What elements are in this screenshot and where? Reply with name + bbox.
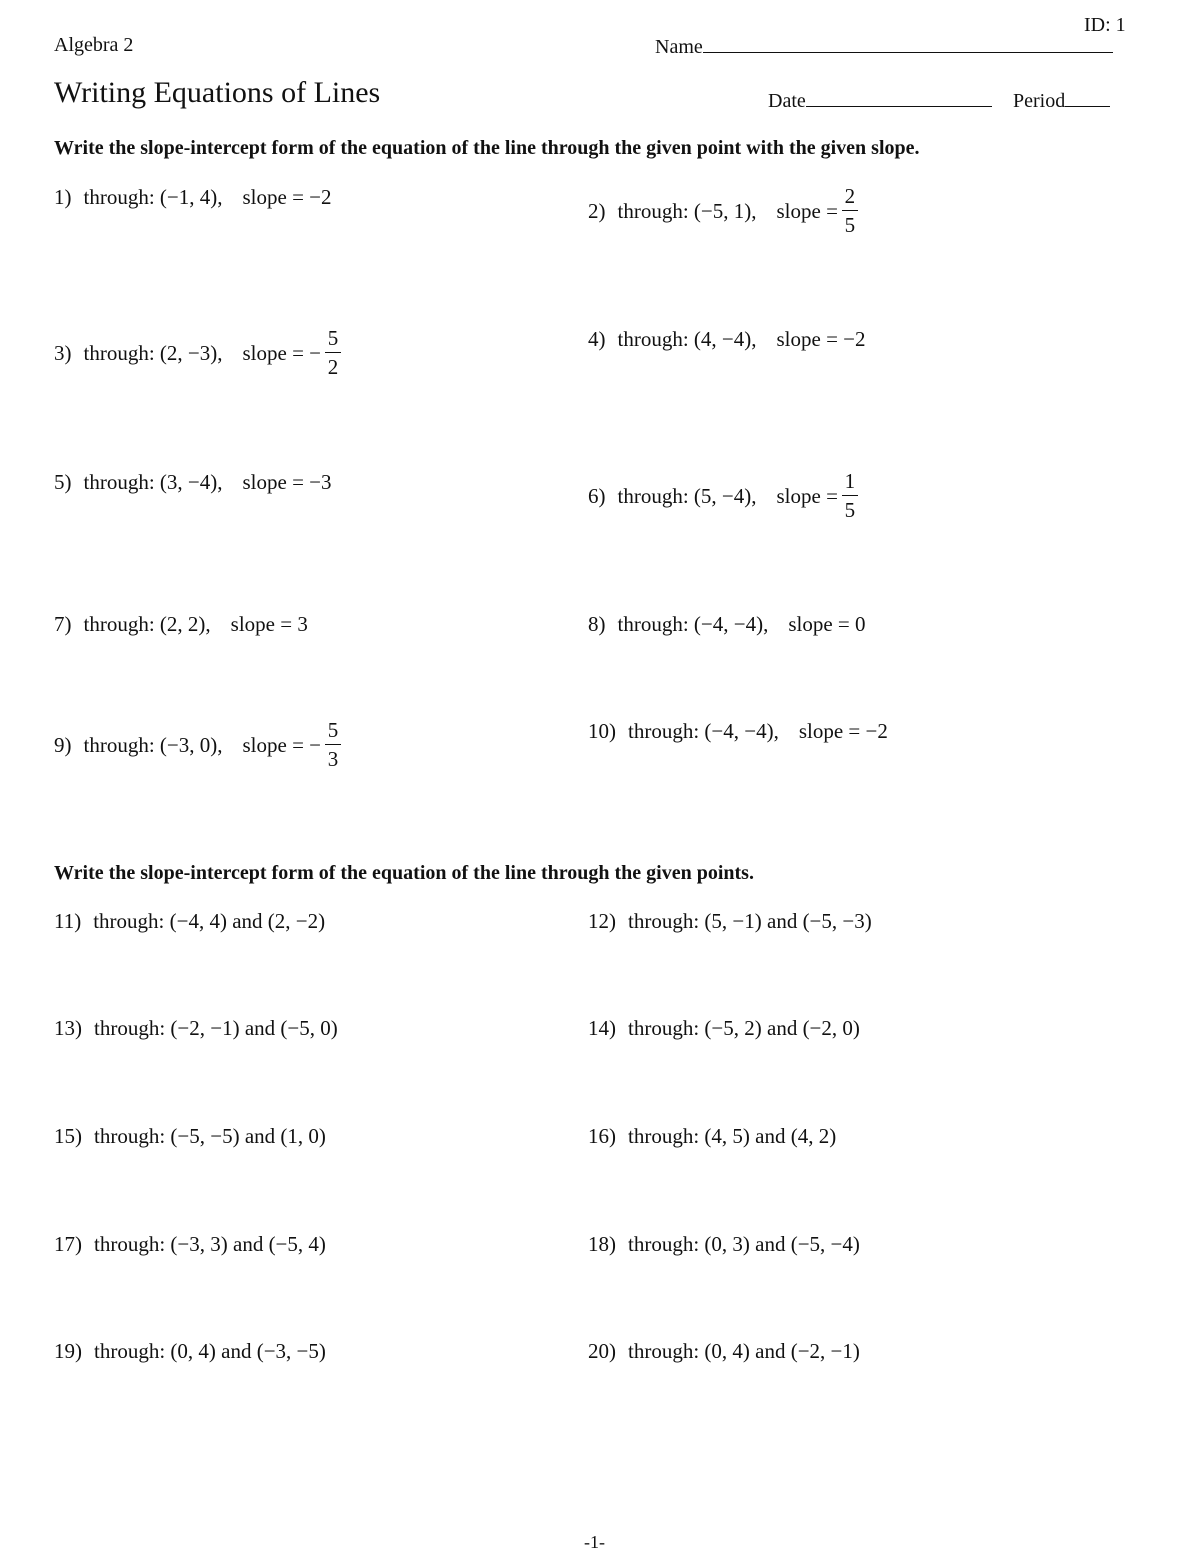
- problem-number: 14): [588, 1016, 616, 1040]
- problem-number: 3): [54, 340, 72, 365]
- problem-through: through: (−1, 4),: [83, 185, 223, 209]
- slope-fraction: [842, 471, 858, 521]
- problem-number: 15): [54, 1124, 82, 1148]
- page-number: -1-: [584, 1532, 605, 1552]
- problem-14: [588, 1016, 860, 1041]
- section1-instruction: Write the slope-intercept form of the equation of the line through the given point with the given slope.: [54, 137, 920, 159]
- date-label: Date: [768, 90, 806, 112]
- problem-2: [588, 186, 858, 236]
- problem-slope: slope = −2: [798, 719, 888, 743]
- problem-1: [54, 185, 332, 210]
- problem-slope: slope =: [776, 198, 838, 223]
- problem-number: 6): [588, 483, 606, 508]
- problem-15: [54, 1124, 326, 1149]
- worksheet-id: ID: 1: [1084, 14, 1126, 36]
- problem-number: 16): [588, 1124, 616, 1148]
- problem-6: [588, 471, 858, 521]
- period-blank-line: [1065, 88, 1110, 107]
- problem-number: 17): [54, 1232, 82, 1256]
- problem-through: through: (5, −4),: [617, 483, 757, 508]
- problem-points: through: (0, 3) and (−5, −4): [628, 1232, 860, 1256]
- period-label: Period: [1013, 90, 1066, 112]
- problem-points: through: (5, −1) and (−5, −3): [628, 909, 872, 933]
- problem-number: 1): [54, 185, 72, 209]
- problem-number: 11): [54, 909, 82, 933]
- problem-points: through: (−3, 3) and (−5, 4): [94, 1232, 326, 1256]
- problem-18: [588, 1232, 860, 1257]
- problem-number: 9): [54, 732, 72, 757]
- fraction-denominator: 5: [844, 213, 856, 237]
- problem-number: 12): [588, 909, 616, 933]
- problem-through: through: (−3, 0),: [83, 732, 223, 757]
- problem-points: through: (−2, −1) and (−5, 0): [94, 1016, 338, 1040]
- problem-through: through: (2, 2),: [83, 612, 211, 636]
- problem-8: [588, 612, 866, 637]
- problem-19: [54, 1339, 326, 1364]
- problem-through: through: (3, −4),: [83, 470, 223, 494]
- problem-number: 2): [588, 198, 606, 223]
- problem-points: through: (4, 5) and (4, 2): [628, 1124, 837, 1148]
- problem-slope: slope = −2: [776, 327, 866, 351]
- course-name: Algebra 2: [54, 34, 134, 56]
- fraction-numerator: 2: [844, 184, 856, 208]
- problem-number: 19): [54, 1339, 82, 1363]
- fraction-numerator: 5: [327, 326, 339, 350]
- slope-fraction: [842, 186, 858, 236]
- problem-slope: slope = 0: [788, 612, 866, 636]
- fraction-denominator: 5: [844, 498, 856, 522]
- problem-number: 7): [54, 612, 72, 636]
- section2-instruction: Write the slope-intercept form of the equation of the line through the given points.: [54, 862, 754, 884]
- problem-through: through: (4, −4),: [617, 327, 757, 351]
- problem-13: [54, 1016, 338, 1041]
- slope-fraction: [325, 720, 341, 770]
- fraction-numerator: 5: [327, 718, 339, 742]
- problem-number: 13): [54, 1016, 82, 1040]
- problem-10: [588, 719, 888, 744]
- problem-9: [54, 720, 341, 770]
- problem-slope: slope =: [776, 483, 838, 508]
- name-field[interactable]: [655, 34, 1113, 59]
- period-field[interactable]: [1013, 88, 1110, 113]
- problem-points: through: (0, 4) and (−2, −1): [628, 1339, 860, 1363]
- problem-slope: slope = −3: [242, 470, 332, 494]
- problem-points: through: (0, 4) and (−3, −5): [94, 1339, 326, 1363]
- problem-slope: slope = −: [242, 732, 322, 757]
- name-blank-line: [703, 34, 1113, 53]
- problem-5: [54, 470, 332, 495]
- problem-number: 18): [588, 1232, 616, 1256]
- problem-points: through: (−5, −5) and (1, 0): [94, 1124, 326, 1148]
- problem-through: through: (−4, −4),: [628, 719, 779, 743]
- problem-20: [588, 1339, 860, 1364]
- problem-through: through: (−5, 1),: [617, 198, 757, 223]
- problem-slope: slope = −: [242, 340, 322, 365]
- problem-3: [54, 328, 341, 378]
- problem-17: [54, 1232, 326, 1257]
- fraction-denominator: 3: [327, 747, 339, 771]
- problem-points: through: (−5, 2) and (−2, 0): [628, 1016, 860, 1040]
- problem-4: [588, 327, 866, 352]
- problem-slope: slope = −2: [242, 185, 332, 209]
- problem-12: [588, 909, 872, 934]
- problem-16: [588, 1124, 836, 1149]
- date-blank-line: [806, 88, 992, 107]
- problem-slope: slope = 3: [230, 612, 308, 636]
- fraction-denominator: 2: [327, 355, 339, 379]
- problem-through: through: (−4, −4),: [617, 612, 769, 636]
- problem-points: through: (−4, 4) and (2, −2): [93, 909, 326, 933]
- slope-fraction: [325, 328, 341, 378]
- problem-number: 20): [588, 1339, 616, 1363]
- page-title: Writing Equations of Lines: [54, 76, 381, 109]
- name-label: Name: [655, 36, 703, 58]
- date-field[interactable]: [768, 88, 992, 113]
- problem-number: 5): [54, 470, 72, 494]
- problem-number: 10): [588, 719, 616, 743]
- problem-number: 4): [588, 327, 606, 351]
- fraction-numerator: 1: [844, 469, 856, 493]
- problem-11: [54, 909, 325, 934]
- problem-number: 8): [588, 612, 606, 636]
- problem-through: through: (2, −3),: [83, 340, 223, 365]
- problem-7: [54, 612, 308, 637]
